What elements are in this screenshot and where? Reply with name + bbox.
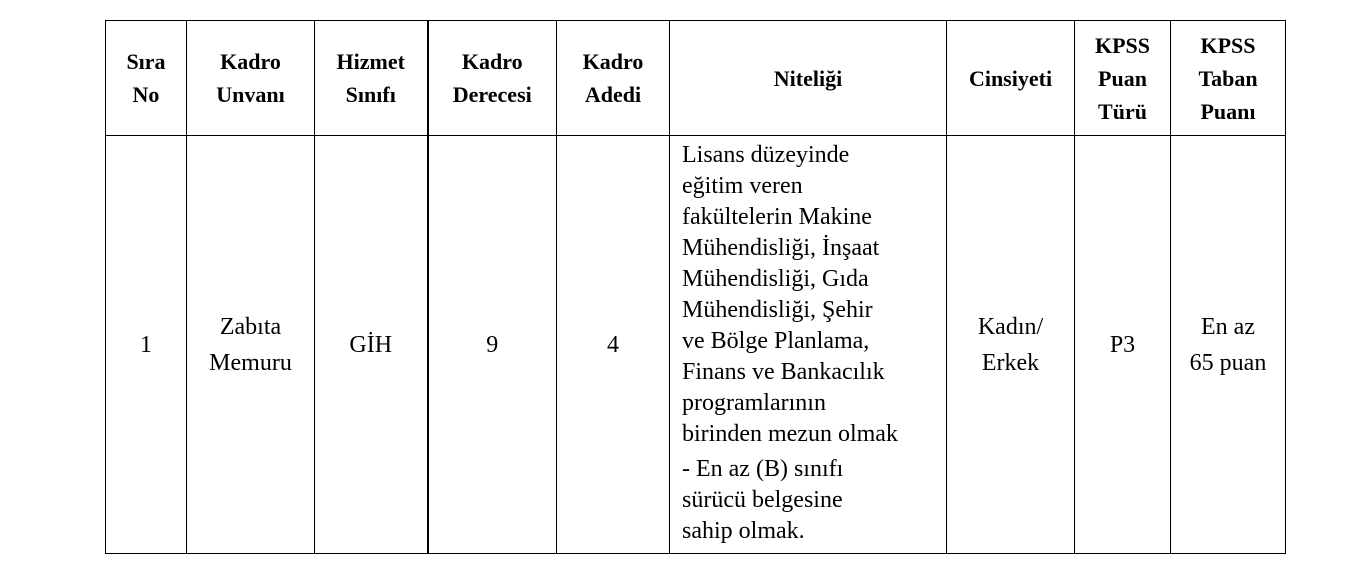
header-row (106, 21, 1286, 136)
cell-kpss-puan-turu: P3 (1075, 136, 1171, 554)
cell-cinsiyeti: Kadın/ Erkek (947, 136, 1075, 554)
header-kadro-derecesi: Kadro Derecesi (428, 21, 557, 136)
header-kadro-unvani: Kadro Unvanı (187, 21, 315, 136)
header-niteligi: Niteliği (670, 21, 947, 136)
header-kpss-puan-turu: KPSS Puan Türü (1075, 21, 1171, 136)
niteligi-paragraph-1: Lisans düzeyinde eğitim veren fakültelerin Makine Mühendisliği, İnşaat Mühendisliği, Gıda Mühendisliği, Şehir ve Bölge Planlama, Finans ve Bankacılık programlarının birinden mezun olmak (682, 142, 898, 447)
header-kadro-adedi: Kadro Adedi (557, 21, 670, 136)
cell-kadro-adedi: 4 (557, 136, 670, 554)
header-cinsiyeti: Cinsiyeti (947, 21, 1075, 136)
cell-niteligi (670, 136, 947, 554)
cell-sira-no: 1 (106, 136, 187, 554)
header-sira-no: Sıra No (106, 21, 187, 136)
position-table (105, 20, 1286, 554)
cell-kpss-taban-puani: En az 65 puan (1171, 136, 1286, 554)
header-hizmet-sinifi: Hizmet Sınıfı (315, 21, 428, 136)
header-kpss-taban-puani: KPSS Taban Puanı (1171, 21, 1286, 136)
niteligi-paragraph-2: - En az (B) sınıfı sürücü belgesine sahip olmak. (682, 456, 844, 544)
table-row (106, 136, 1286, 554)
cell-kadro-unvani: Zabıta Memuru (187, 136, 315, 554)
cell-hizmet-sinifi: GİH (315, 136, 428, 554)
cell-kadro-derecesi: 9 (428, 136, 557, 554)
